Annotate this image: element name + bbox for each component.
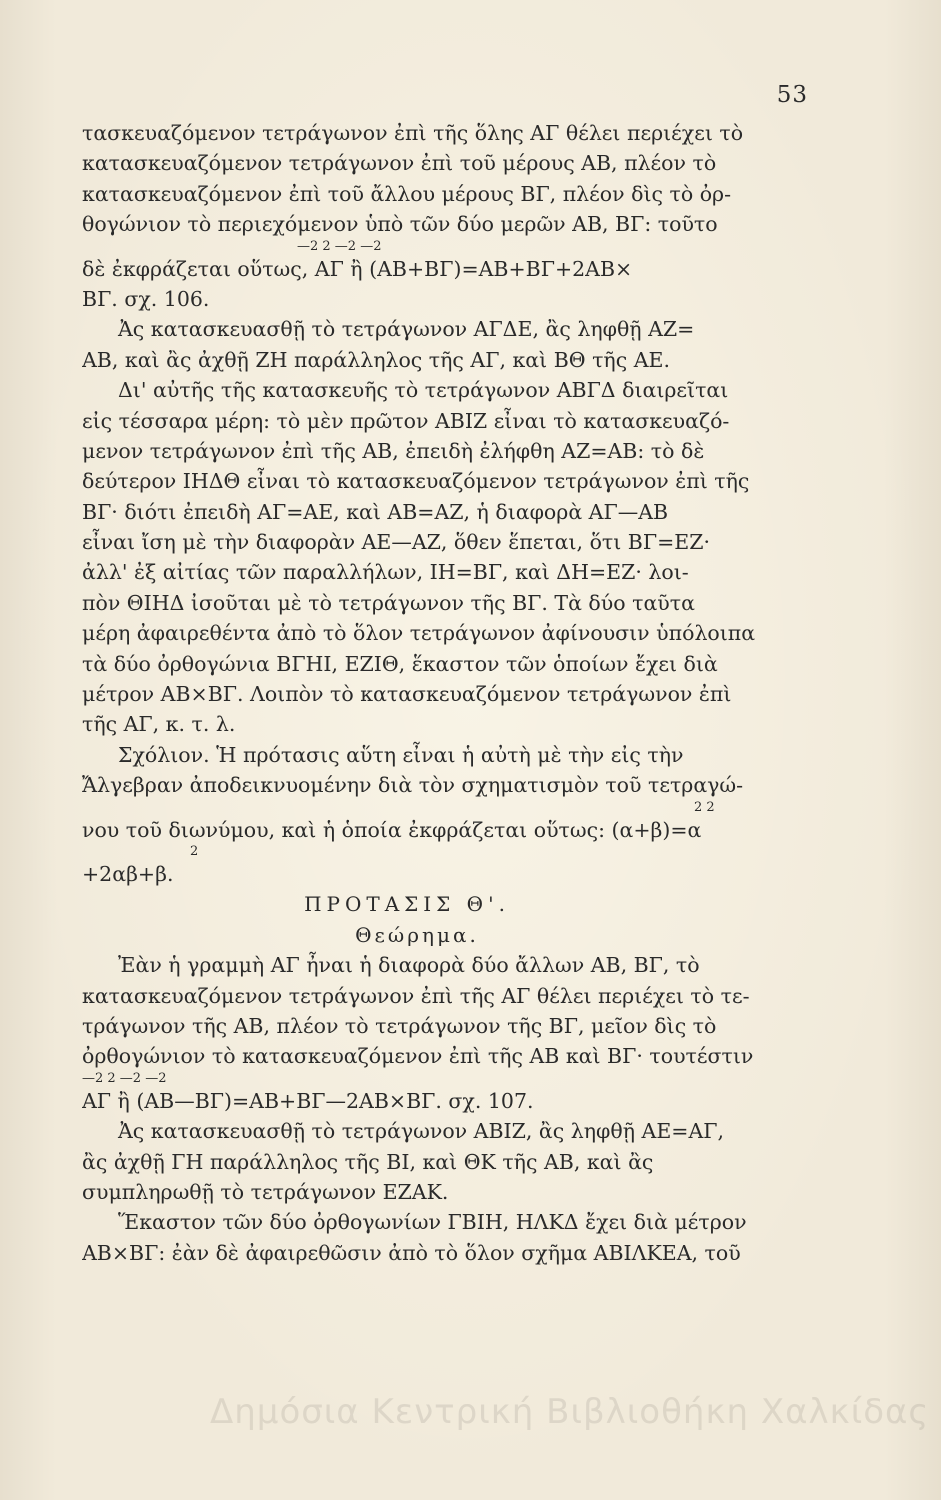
scholion-line: Σχόλιον. Ἡ πρότασις αὕτη εἶναι ἡ αὐτὴ μὲ τὴν εἰς τὴν <box>118 742 684 767</box>
superscript-line: —2 2 —2 —2 <box>297 238 382 254</box>
text-line: δεύτερον ΙΗΔΘ εἶναι τὸ κατασκευαζόμενον τετράγωνον ἐπὶ τῆς <box>82 469 750 494</box>
text-line: εἰς τέσσαρα μέρη: τὸ μὲν πρῶτον ΑΒΙΖ εἶναι τὸ κατασκευαζό- <box>82 408 730 433</box>
text-line: +2αβ+β. <box>82 861 174 886</box>
text-line: θογώνιον τὸ περιεχόμενον ὑπὸ τῶν δύο μερῶν ΑΒ, ΒΓ: τοῦτο <box>82 212 718 237</box>
superscript-line: —2 2 —2 —2 <box>82 1070 167 1086</box>
text-line: μέτρον ΑΒ×ΒΓ. Λοιπὸν τὸ κατασκευαζόμενον τετράγωνον ἐπὶ <box>82 682 732 707</box>
text-line: τράγωνον τῆς ΑΒ, πλέον τὸ τετράγωνον τῆς ΒΓ, μεῖον δὶς τὸ <box>82 1013 717 1038</box>
text-line: ΑΒ, καὶ ἂς ἀχθῇ ΖΗ παράλληλος τῆς ΑΓ, καὶ ΒΘ τῆς ΑΕ. <box>82 347 670 372</box>
text-line: ὀρθογώνιον τὸ κατασκευαζόμενον ἐπὶ τῆς ΑΒ καὶ ΒΓ· τουτέστιν <box>82 1044 754 1069</box>
text-line: συμπληρωθῇ τὸ τετράγωνον ΕΖΑΚ. <box>82 1179 449 1204</box>
text-line: Δι' αὐτῆς τῆς κατασκευῆς τὸ τετράγωνον ΑΒΓΔ διαιρεῖται <box>118 378 729 403</box>
text-line: δὲ ἐκφράζεται οὕτως, ΑΓ ἢ (ΑΒ+ΒΓ)=ΑΒ+ΒΓ+2ΑΒ× <box>82 256 633 281</box>
proposition-heading: ΠΡΟΤΑΣΙΣ Θ'. <box>304 892 510 917</box>
superscript-line: 2 2 <box>694 799 715 815</box>
page-number: 53 <box>776 82 808 108</box>
text-line: Ἄλγεβραν ἀποδεικνυομένην διὰ τὸν σχηματισμὸν τοῦ τετραγώ- <box>82 773 744 798</box>
text-line: Ἀς κατασκευασθῇ τὸ τετράγωνον ΑΒΙΖ, ἂς ληφθῇ ΑΕ=ΑΓ, <box>118 1119 725 1144</box>
body-text <box>82 118 772 1268</box>
text-line: μενον τετράγωνον ἐπὶ τῆς ΑΒ, ἐπειδὴ ἐλήφθη ΑΖ=ΑΒ: τὸ δὲ <box>82 438 705 463</box>
text-line: τασκευαζόμενον τετράγωνον ἐπὶ τῆς ὅλης ΑΓ θέλει περιέχει τὸ <box>82 121 744 145</box>
library-watermark: Δημόσια Κεντρική Βιβλιοθήκη Χαλκίδας <box>210 1392 930 1432</box>
text-line: νου τοῦ διωνύμου, καὶ ἡ ὁποία ἐκφράζεται οὕτως: (α+β)=α <box>82 817 702 842</box>
text-line: κατασκευαζόμενον τετράγωνον ἐπὶ τῆς ΑΓ θέλει περιέχει τὸ τε- <box>82 983 750 1008</box>
text-line: Ἕκαστον τῶν δύο ὀρθογωνίων ΓΒΙΗ, ΗΛΚΔ ἔχει διὰ μέτρον <box>118 1210 747 1235</box>
text-line: ἀλλ' ἐξ αἰτίας τῶν παραλλήλων, ΙΗ=ΒΓ, καὶ ΔΗ=ΕΖ· λοι- <box>82 560 689 585</box>
text-line: ΑΓ ἢ (ΑΒ—ΒΓ)=ΑΒ+ΒΓ—2ΑΒ×ΒΓ. σχ. 107. <box>82 1088 534 1113</box>
text-line: τῆς ΑΓ, κ. τ. λ. <box>82 712 236 737</box>
superscript-line: 2 <box>190 843 199 859</box>
text-line: κατασκευαζόμενον ἐπὶ τοῦ ἄλλου μέρους ΒΓ, πλέον δὶς τὸ ὀρ- <box>82 181 732 206</box>
theorem-subheading: Θεώρημα. <box>355 922 479 947</box>
text-line: τὰ δύο ὀρθογώνια ΒΓΗΙ, ΕΖΙΘ, ἕκαστον τῶν ὁποίων ἔχει διὰ <box>82 651 718 676</box>
text-line: ΑΒ×ΒΓ: ἐὰν δὲ ἀφαιρεθῶσιν ἀπὸ τὸ ὅλον σχῆμα ΑΒΙΛΚΕΑ, τοῦ <box>82 1240 741 1265</box>
text-line: ΒΓ. σχ. 106. <box>82 286 210 311</box>
text-line: πὸν ΘΙΗΔ ἰσοῦται μὲ τὸ τετράγωνον τῆς ΒΓ. Τὰ δύο ταῦτα <box>82 590 695 615</box>
text-line: κατασκευαζόμενον τετράγωνον ἐπὶ τοῦ μέρους ΑΒ, πλέον τὸ <box>82 151 717 176</box>
text-line: ἂς ἀχθῇ ΓΗ παράλληλος τῆς ΒΙ, καὶ ΘΚ τῆς ΑΒ, καὶ ἂς <box>82 1149 654 1174</box>
text-line: εἶναι ἴση μὲ τὴν διαφορὰν ΑΕ—ΑΖ, ὅθεν ἕπεται, ὅτι ΒΓ=ΕΖ· <box>82 530 710 555</box>
text-line: ΒΓ· διότι ἐπειδὴ ΑΓ=ΑΕ, καὶ ΑΒ=ΑΖ, ἡ διαφορὰ ΑΓ—ΑΒ <box>82 499 669 524</box>
text-line: Ἐὰν ἡ γραμμὴ ΑΓ ἦναι ἡ διαφορὰ δύο ἄλλων ΑΒ, ΒΓ, τὸ <box>118 953 700 978</box>
text-line: μέρη ἀφαιρεθέντα ἀπὸ τὸ ὅλον τετράγωνον ἀφίνουσιν ὑπόλοιπα <box>82 621 756 646</box>
text-line: Ἀς κατασκευασθῇ τὸ τετράγωνον ΑΓΔΕ, ἂς ληφθῇ ΑΖ= <box>118 317 695 342</box>
